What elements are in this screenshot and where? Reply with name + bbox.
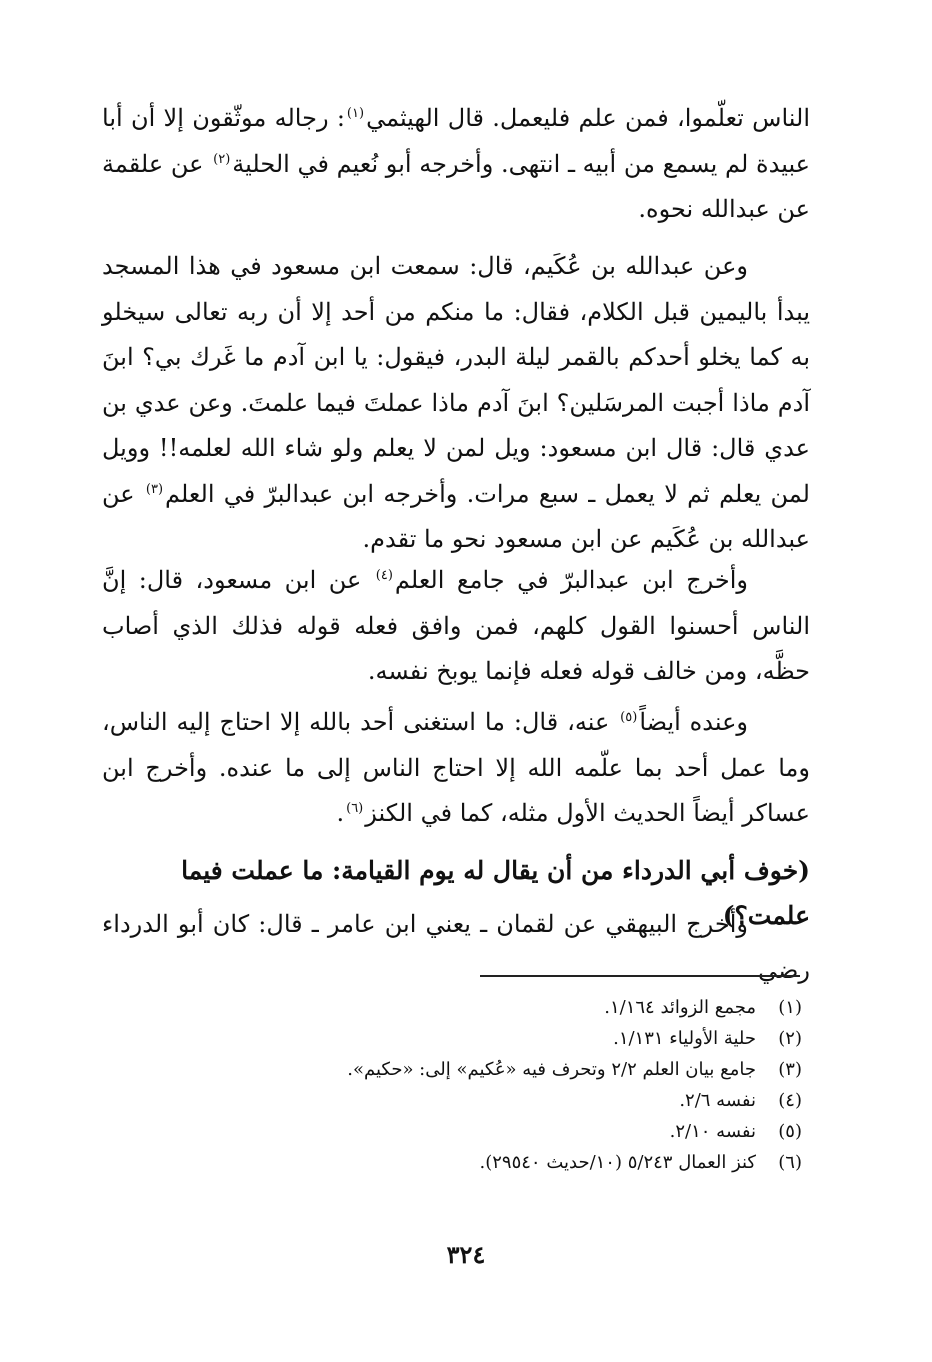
paragraph-2 bbox=[102, 244, 810, 563]
footnote-text: جامع بيان العلم ٢/٢ وتحرف فيه «عُكيم» إلى: «حكيم». bbox=[347, 1059, 756, 1080]
footnote-number: (٥) bbox=[778, 1121, 802, 1142]
footnote-text: حلية الأولياء ١/١٣١. bbox=[613, 1028, 756, 1049]
footnote-text: كنز العمال ٥/٢٤٣ (١٠/حديث ٢٩٥٤٠). bbox=[479, 1152, 756, 1173]
footnote-number: (٦) bbox=[778, 1152, 802, 1173]
paragraph-3-text-b: عن ابن مسعود، قال: إنَّ الناس أحسنوا القول كلهم، فمن وافق فعله قوله فذلك الذي أصاب حظَّه، ومن خالف قوله فعله فإنما يوبخ نفسه. bbox=[102, 566, 811, 685]
paragraph-2-text-b: عن عبدالله بن عُكَيم عن ابن مسعود نحو ما تقدم. bbox=[102, 479, 810, 553]
footnote-ref-4: (٤) bbox=[375, 568, 393, 583]
paragraph-5-text: وأخرج البيهقي عن لقمان ـ يعني ابن عامر ـ قال: كان أبو الدرداء رضي bbox=[102, 910, 810, 984]
footnote-text: نفسه ٢/٦. bbox=[679, 1090, 756, 1111]
paragraph-3 bbox=[102, 558, 810, 695]
footnote-number: (٢) bbox=[778, 1028, 802, 1049]
footnotes-list bbox=[250, 992, 802, 1178]
paragraph-3-text-a: وأخرج ابن عبدالبرّ في جامع العلم bbox=[394, 566, 748, 594]
footnote-item bbox=[250, 1147, 802, 1178]
footnote-ref-1: (١) bbox=[346, 106, 365, 121]
footnote-divider bbox=[480, 975, 800, 977]
footnote-item bbox=[250, 1085, 802, 1116]
footnote-number: (٤) bbox=[778, 1090, 802, 1111]
footnote-item bbox=[250, 992, 802, 1023]
page-number: ٣٢٤ bbox=[446, 1240, 486, 1269]
footnote-ref-2: (٢) bbox=[213, 151, 231, 167]
paragraph-4-text-a: وعنده أيضاً bbox=[639, 708, 748, 736]
section-heading: (خوف أبي الدرداء من أن يقال له يوم القيامة: ما عملت فيما علمت؟) bbox=[181, 856, 810, 930]
paragraph-1-text-b: : رجاله موثّقون إلا أن أبا عبيدة لم يسمع من أبيه ـ انتهى. وأخرجه أبو نُعيم في الحلية bbox=[102, 104, 811, 178]
footnote-ref-6: (٦) bbox=[346, 801, 364, 816]
paragraph-4 bbox=[102, 700, 810, 837]
footnote-item bbox=[250, 1116, 802, 1147]
footnote-number: (٣) bbox=[778, 1059, 802, 1080]
paragraph-1 bbox=[102, 96, 810, 233]
paragraph-1-text-c: عن علقمة عن عبدالله نحوه. bbox=[102, 149, 810, 223]
footnote-text: نفسه ٢/١٠. bbox=[669, 1121, 756, 1142]
footnote-ref-5: (٥) bbox=[620, 710, 638, 725]
footnote-number: (١) bbox=[778, 997, 802, 1018]
paragraph-2-text-a: وعن عبدالله بن عُكَيم، قال: سمعت ابن مسعود في هذا المسجد يبدأ باليمين قبل الكلام، فقال: ما منكم من أحد إلا أن ربه تعالى سيخلو به كما يخلو أحدكم بالقمر ليلة البدر، فيقول: يا ابن آدم ما غَرك بي؟ ابنَ آدم ماذا أجبت المرسَلين؟ ابنَ آدم ماذا عملتَ فيما علمتَ. وعن عدي بن عدي قال: قال ابن مسعود: ويل لمن لا يعلم ولو شاء الله لعلمه!! وويل لمن يعلم ثم لا يعمل ـ سبع مرات. وأخرجه ابن عبدالبرّ في العلم bbox=[102, 252, 811, 508]
footnote-item bbox=[250, 1023, 802, 1054]
footnote-ref-3: (٣) bbox=[145, 481, 164, 497]
paragraph-5 bbox=[102, 902, 810, 993]
paragraph-4-text-b: عنه، قال: ما استغنى أحد بالله إلا احتاج إليه الناس، وما عمل أحد بما علّمه الله إلا احتاج الناس إلى ما عنده. وأخرج ابن عساكر أيضاً الحديث الأول مثله، كما في الكنز bbox=[102, 708, 810, 827]
footnote-item bbox=[250, 1054, 802, 1085]
paragraph-4-text-c: . bbox=[336, 799, 345, 827]
paragraph-1-text-a: الناس تعلّموا، فمن علم فليعمل. قال الهيثمي bbox=[366, 104, 810, 132]
footnote-text: مجمع الزوائد ١/١٦٤. bbox=[604, 997, 756, 1018]
